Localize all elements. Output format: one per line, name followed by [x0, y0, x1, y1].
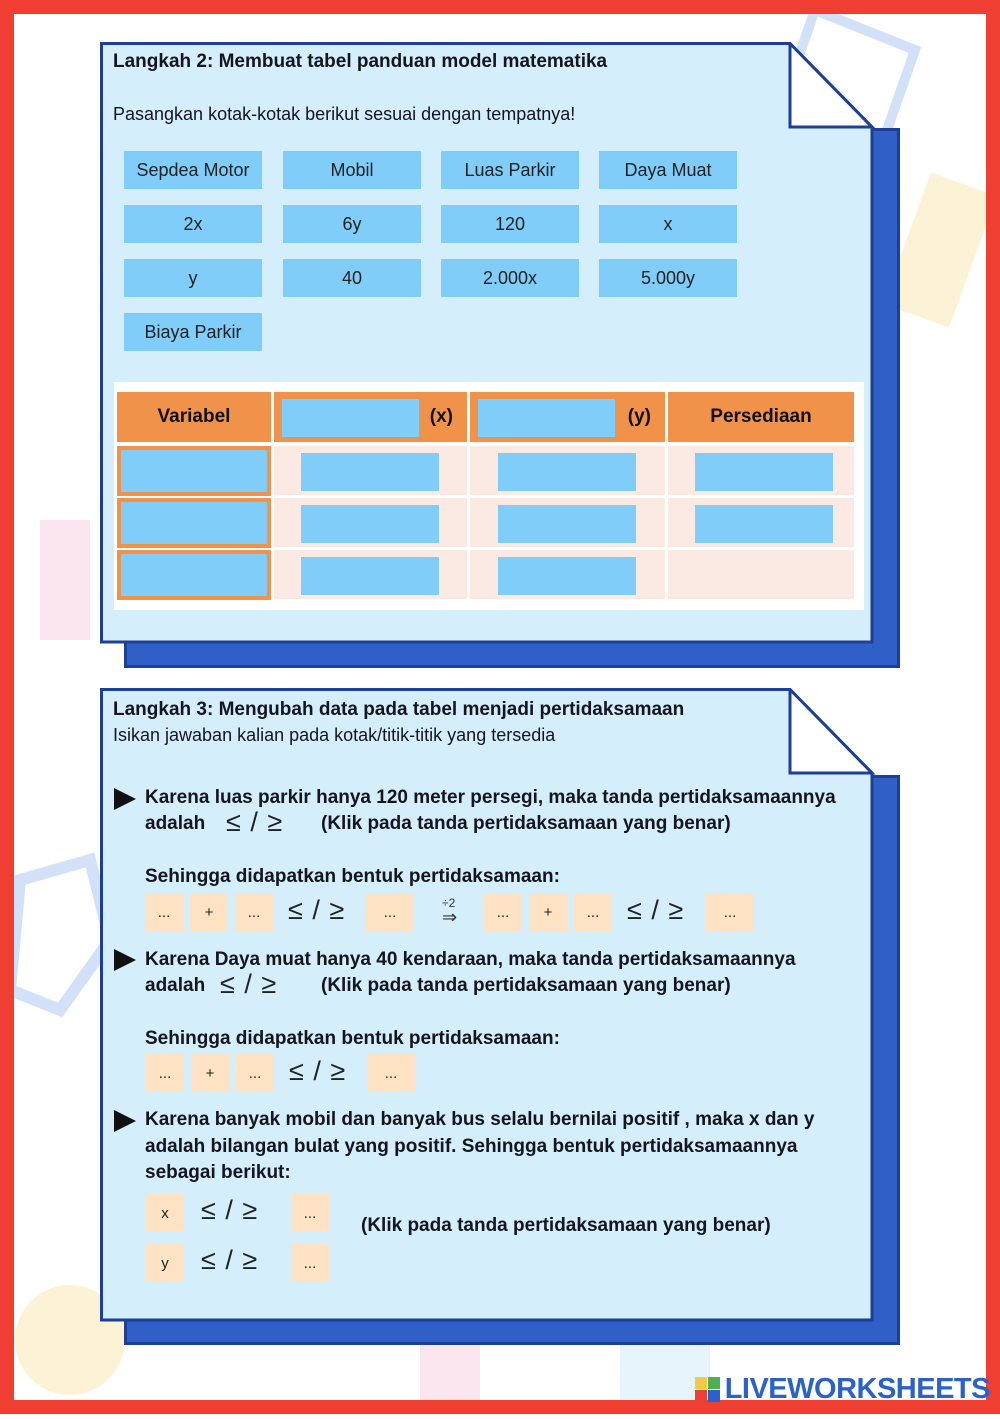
liveworksheets-wordmark: LIVEWORKSHEETS — [724, 1373, 990, 1405]
row2-persediaan-slot[interactable] — [695, 505, 833, 543]
step3-subtitle: Isikan jawaban kalian pada kotak/titik-titik yang tersedia — [113, 725, 556, 745]
row3-y-slot[interactable] — [498, 557, 636, 595]
step3-title: Langkah 3: Mengubah data pada tabel menjadi pertidaksamaan — [113, 699, 685, 720]
row3-x-slot[interactable] — [301, 557, 439, 595]
implies-arrow-icon: ⇒ — [442, 907, 458, 927]
bullet-arrow-icon — [114, 788, 136, 810]
item3-line2: adalah bilangan bulat yang positif. Sehingga bentuk pertidaksamaannya — [145, 1136, 798, 1157]
chip-biaya-parkir[interactable]: Biaya Parkir — [124, 313, 262, 351]
step2-instruction: Pasangkan kotak-kotak berikut sesuai dengan tempatnya! — [113, 104, 576, 124]
guide-table — [114, 382, 864, 610]
bullet-arrow-icon — [114, 949, 136, 971]
row1-x-slot[interactable] — [301, 453, 439, 491]
item3-line3: sebagai berikut: — [145, 1162, 291, 1183]
item1-answer-box[interactable]: ... — [706, 893, 754, 931]
chip-120[interactable]: 120 — [441, 205, 579, 243]
item1-plus-box: + — [190, 893, 228, 931]
item1-answer-box[interactable]: ... — [145, 893, 183, 931]
item3-var-y-box: y — [146, 1244, 184, 1282]
item2-plus-box: + — [191, 1054, 229, 1092]
item2-form-ineq-choice[interactable]: ≤ / ≥ — [289, 1056, 347, 1086]
table-header-y-label: (y) — [627, 406, 651, 427]
item2-answer-box[interactable]: ... — [367, 1054, 415, 1092]
item2-line1: Karena Daya muat hanya 40 kendaraan, maka tanda pertidaksamaannya — [145, 949, 796, 970]
item1-ineq-choice[interactable]: ≤ / ≥ — [226, 807, 284, 837]
item1-form-ineq-choice[interactable]: ≤ / ≥ — [288, 895, 346, 925]
chip-y[interactable]: y — [124, 259, 262, 297]
chip-sepdea-motor[interactable]: Sepdea Motor — [124, 151, 262, 189]
row1-y-slot[interactable] — [498, 453, 636, 491]
item1-answer-box[interactable]: ... — [235, 893, 273, 931]
item1-line2-prefix: adalah — [145, 813, 206, 834]
item1-form-label: Sehingga didapatkan bentuk pertidaksamaan: — [145, 866, 560, 887]
item3-x-answer-box[interactable]: ... — [291, 1194, 329, 1232]
table-cell — [668, 550, 854, 599]
row1-variabel-slot[interactable] — [117, 446, 271, 496]
item1-plus-box: + — [529, 893, 567, 931]
item2-form-label: Sehingga didapatkan bentuk pertidaksamaan: — [145, 1028, 560, 1049]
liveworksheets-logo-icon — [695, 1377, 721, 1403]
chip-2000x[interactable]: 2.000x — [441, 259, 579, 297]
chip-mobil[interactable]: Mobil — [283, 151, 421, 189]
item3-y-answer-box[interactable]: ... — [291, 1244, 329, 1282]
divide-by-2-label: ÷2 — [442, 896, 456, 910]
table-header-x-label: (x) — [429, 406, 453, 427]
table-header-variabel: Variabel — [117, 392, 271, 442]
header-x-drop-slot[interactable] — [282, 399, 419, 437]
item3-note: (Klik pada tanda pertidaksamaan yang benar) — [361, 1215, 771, 1236]
chip-x[interactable]: x — [599, 205, 737, 243]
item1-form-ineq-choice[interactable]: ≤ / ≥ — [627, 895, 685, 925]
row3-variabel-slot[interactable] — [117, 550, 271, 600]
chip-5000y[interactable]: 5.000y — [599, 259, 737, 297]
item1-answer-box[interactable]: ... — [574, 893, 612, 931]
chip-40[interactable]: 40 — [283, 259, 421, 297]
chip-daya-muat[interactable]: Daya Muat — [599, 151, 737, 189]
row2-x-slot[interactable] — [301, 505, 439, 543]
row1-persediaan-slot[interactable] — [695, 453, 833, 491]
table-header-persediaan: Persediaan — [668, 392, 854, 442]
item1-answer-box[interactable]: ... — [484, 893, 522, 931]
header-y-drop-slot[interactable] — [478, 399, 615, 437]
step2-title: Langkah 2: Membuat tabel panduan model matematika — [113, 51, 608, 72]
bullet-arrow-icon — [114, 1110, 136, 1132]
item3-x-ineq-choice[interactable]: ≤ / ≥ — [201, 1195, 259, 1225]
item2-note: (Klik pada tanda pertidaksamaan yang benar) — [321, 975, 731, 996]
item2-ineq-choice[interactable]: ≤ / ≥ — [220, 969, 278, 999]
item3-y-ineq-choice[interactable]: ≤ / ≥ — [201, 1245, 259, 1275]
item2-answer-box[interactable]: ... — [236, 1054, 274, 1092]
item1-answer-box[interactable]: ... — [366, 893, 414, 931]
item3-line1: Karena banyak mobil dan banyak bus selalu bernilai positif , maka x dan y — [145, 1109, 815, 1130]
chip-2x[interactable]: 2x — [124, 205, 262, 243]
item2-line2-prefix: adalah — [145, 975, 206, 996]
step2-card — [100, 42, 900, 646]
chip-6y[interactable]: 6y — [283, 205, 421, 243]
item1-note: (Klik pada tanda pertidaksamaan yang benar) — [321, 813, 731, 834]
chip-luas-parkir[interactable]: Luas Parkir — [441, 151, 579, 189]
step3-card — [100, 688, 900, 1324]
row2-y-slot[interactable] — [498, 505, 636, 543]
item1-line1: Karena luas parkir hanya 120 meter persegi, maka tanda pertidaksamaannya — [145, 787, 836, 808]
row2-variabel-slot[interactable] — [117, 498, 271, 548]
liveworksheets-logo — [695, 1373, 990, 1406]
item2-answer-box[interactable]: ... — [146, 1054, 184, 1092]
item3-var-x-box: x — [146, 1194, 184, 1232]
